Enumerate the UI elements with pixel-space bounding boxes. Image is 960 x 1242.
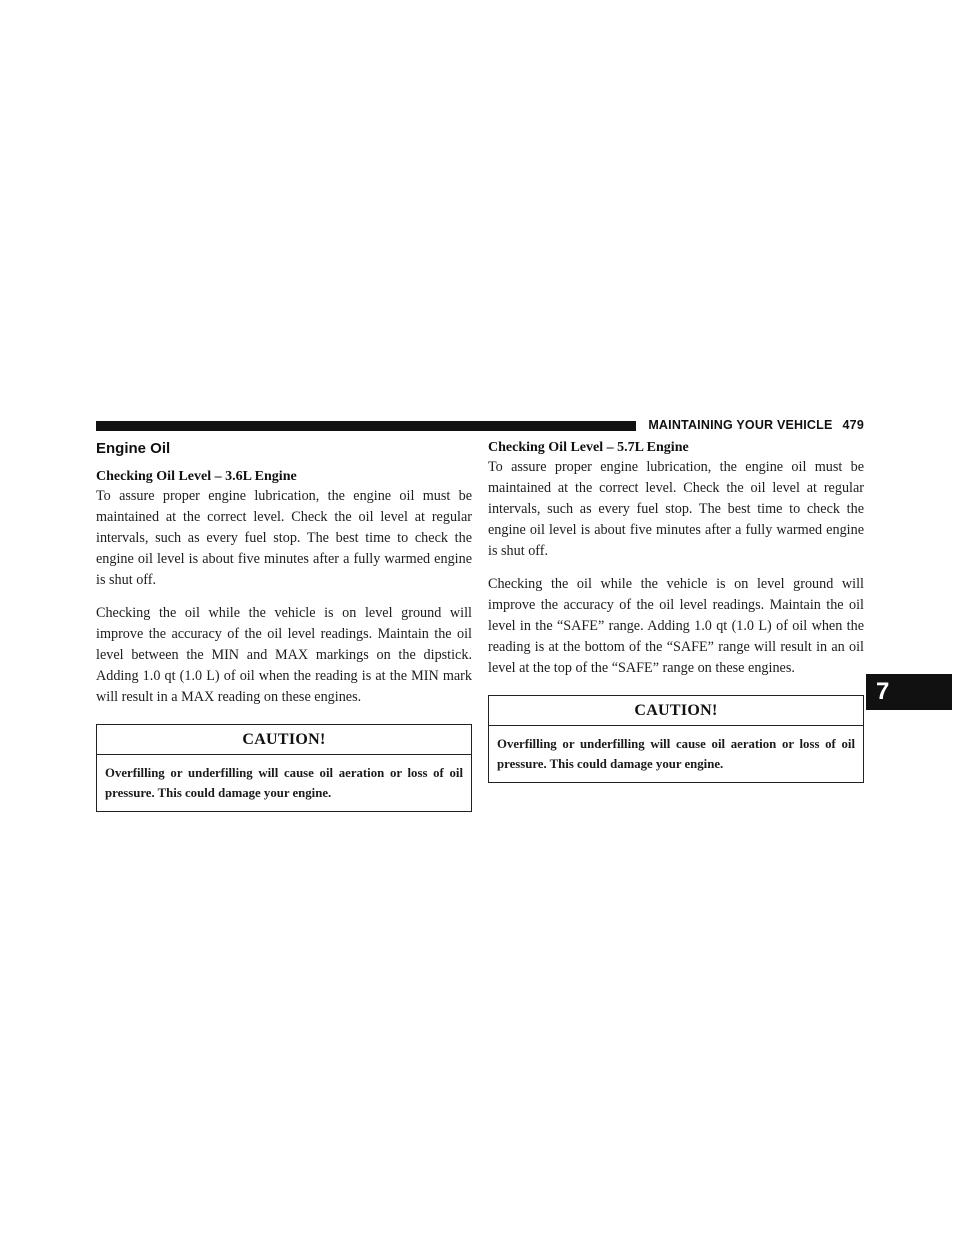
paragraph: Checking the oil while the vehicle is on level ground will improve the accuracy of the oil level readings. Maintain the oil level in the “SAFE” range. Adding 1.0 qt (1.0 L) of oil when the reading is at the bottom of the “SAFE” range will result in an oil level at the top of the “SAFE” range on these engines. [488, 576, 864, 676]
subheading-3-6l: Checking Oil Level – 3.6L Engine [96, 469, 297, 484]
header-rule [96, 421, 636, 431]
running-header [648, 418, 864, 432]
right-column [488, 440, 864, 783]
paragraph: To assure proper engine lubrication, the engine oil must be maintained at the correct level. Check the oil level at regular intervals, such as every fuel stop. The best time to check the engine oil level is about five minutes after a fully warmed engine is shut off. [96, 488, 472, 588]
caution-title: CAUTION! [97, 725, 471, 755]
chapter-tab [866, 674, 952, 710]
page-number: 479 [842, 418, 864, 432]
caution-body: Overfilling or underfilling will cause oil aeration or loss of oil pressure. This could damage your engine. [105, 766, 463, 800]
chapter-number: 7 [876, 678, 890, 705]
left-column [96, 440, 472, 812]
caution-title: CAUTION! [489, 696, 863, 726]
caution-box [488, 695, 864, 783]
paragraph: Checking the oil while the vehicle is on level ground will improve the accuracy of the oil level readings. Maintain the oil level between the MIN and MAX markings on the dipstick. Adding 1.0 qt (1.0 L) of oil when the reading is at the MIN mark will result in a MAX reading on these engines. [96, 605, 472, 705]
caution-box [96, 724, 472, 812]
subheading-5-7l: Checking Oil Level – 5.7L Engine [488, 440, 689, 455]
section-title: Engine Oil [96, 440, 171, 457]
paragraph: To assure proper engine lubrication, the engine oil must be maintained at the correct level. Check the oil level at regular intervals, such as every fuel stop. The best time to check the engine oil level is about five minutes after a fully warmed engine is shut off. [488, 459, 864, 559]
caution-body: Overfilling or underfilling will cause oil aeration or loss of oil pressure. This could damage your engine. [497, 737, 855, 771]
running-title: MAINTAINING YOUR VEHICLE [648, 418, 833, 432]
